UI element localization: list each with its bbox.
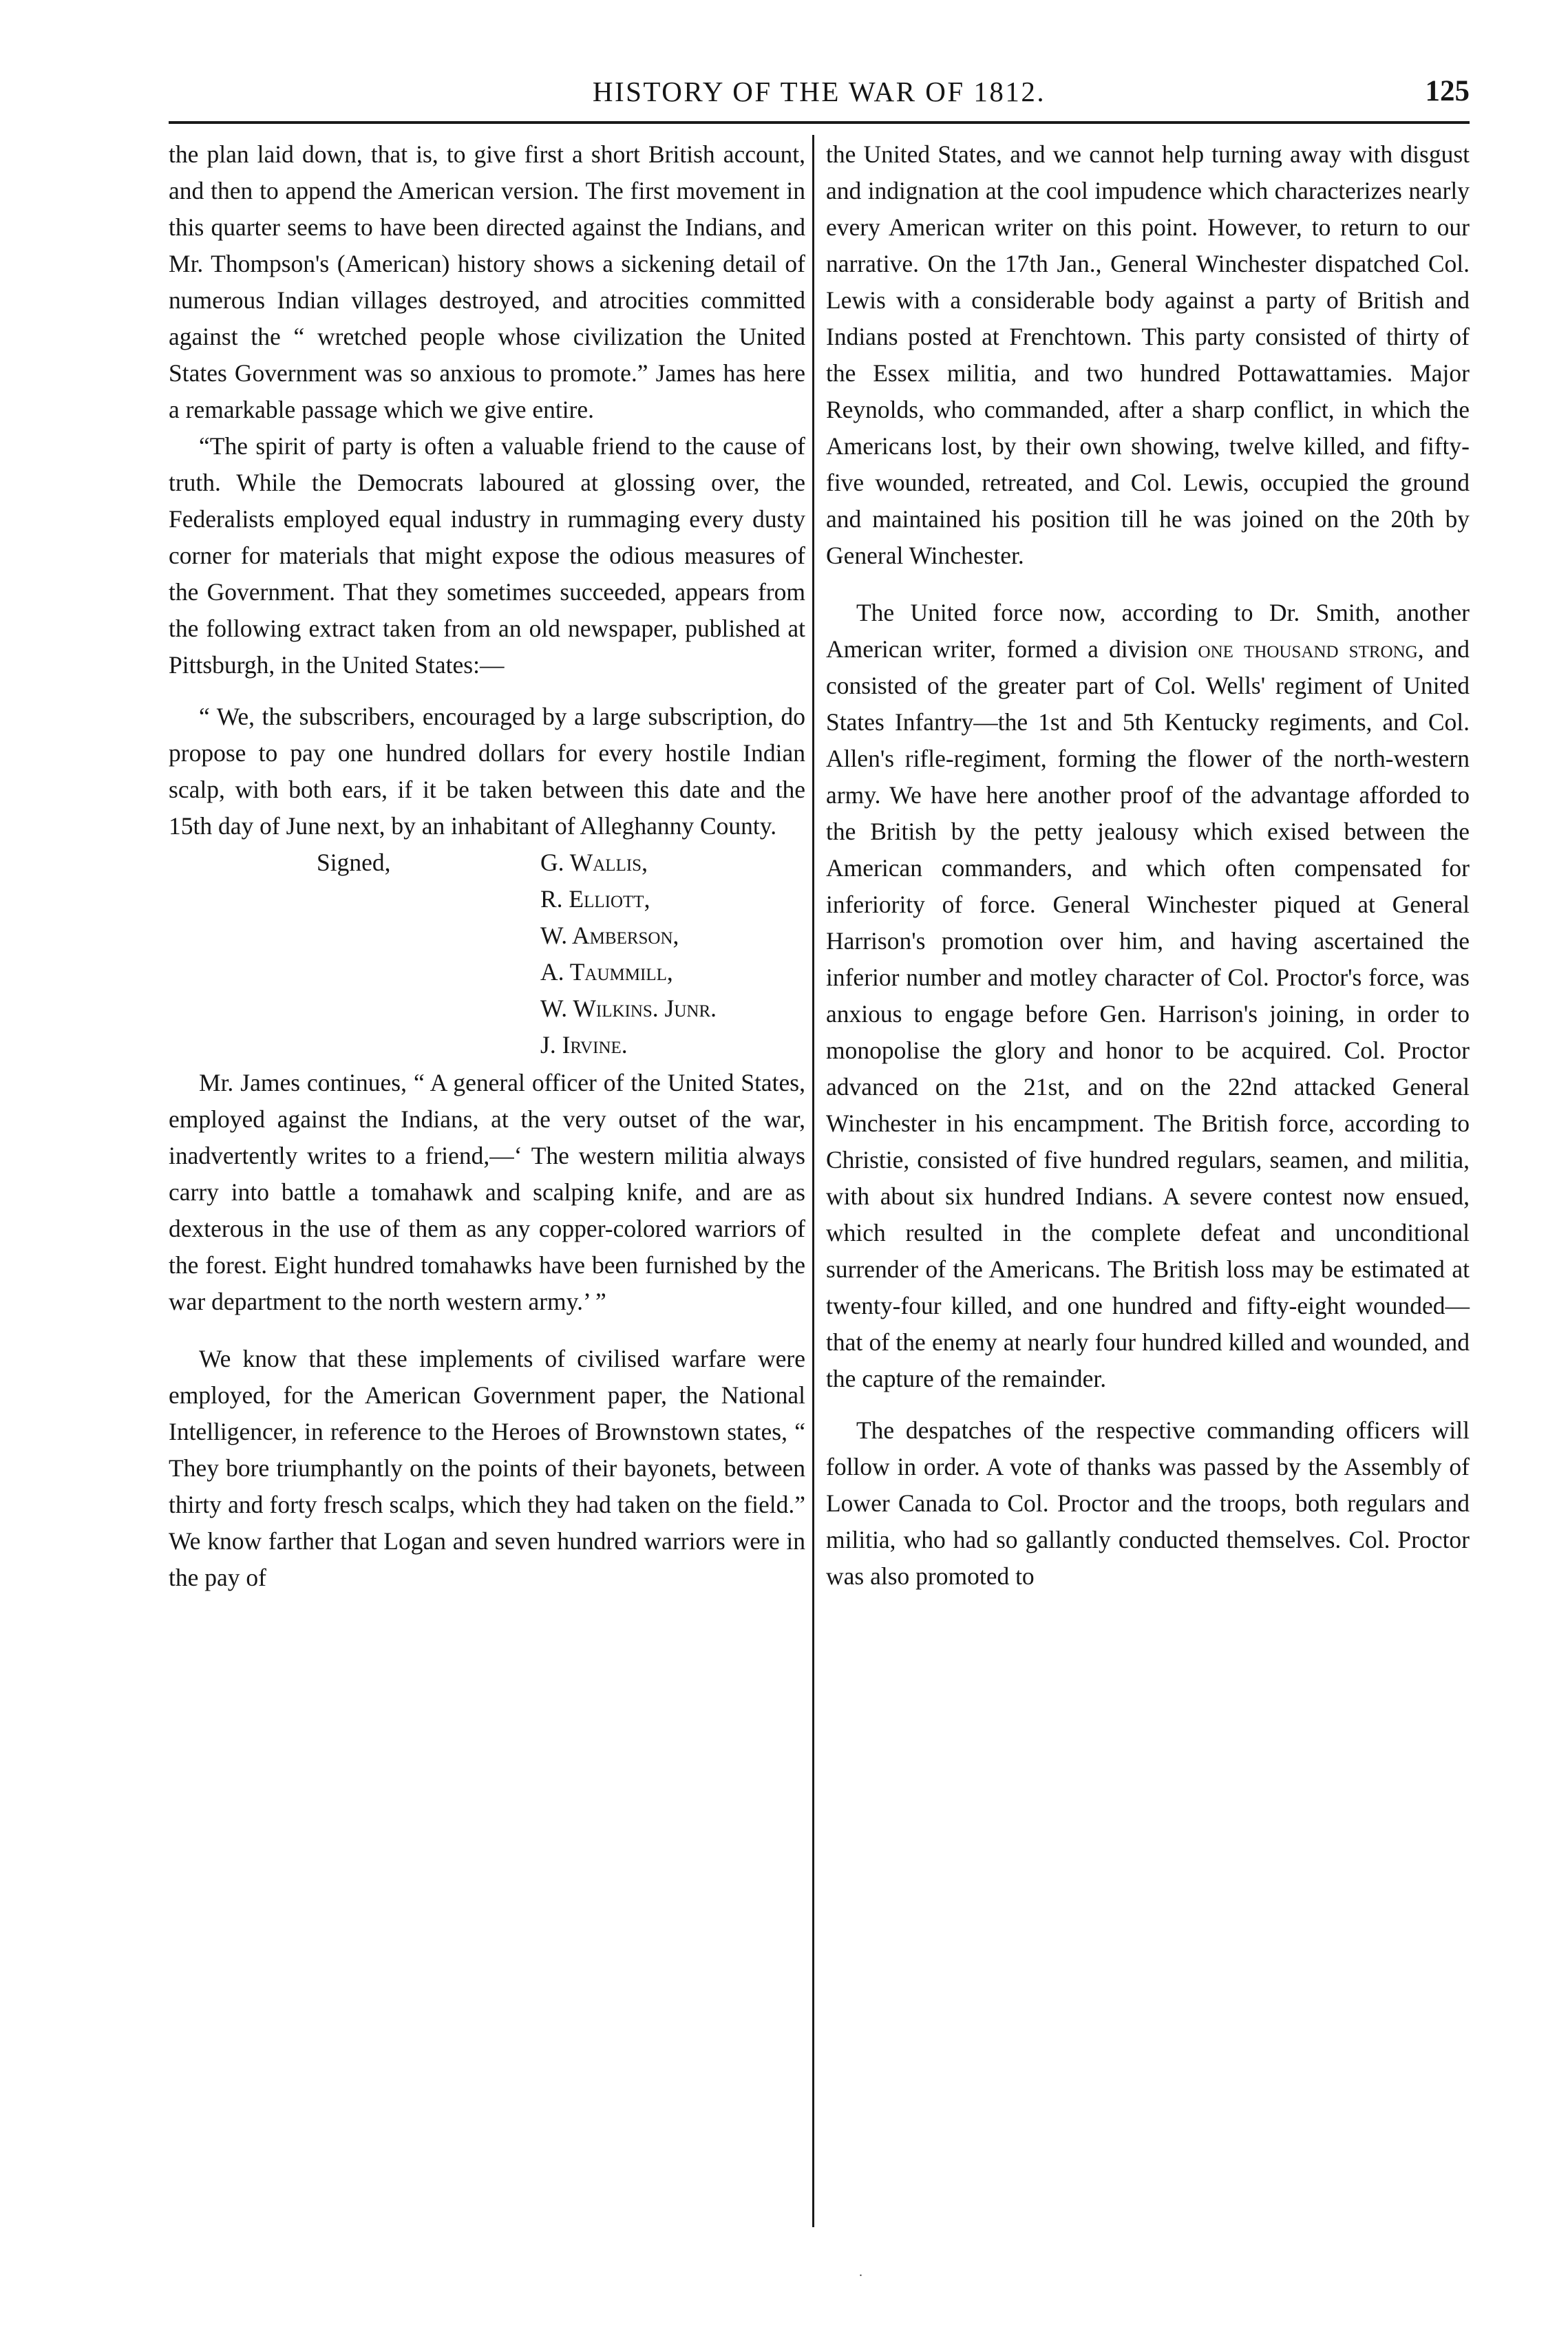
signed-label: Signed, <box>317 849 391 876</box>
signature-block <box>169 844 805 1065</box>
signatory: A. Taummill, <box>540 958 673 986</box>
left-paragraph-4: Mr. James continues, “ A general officer of the United States, employed against the Indians, at the very outset of the war, inadvertently writes to a friend,—‘ The western militia always carry into battle a tomahawk and scalping knife, and are as dexterous in the use of them as any copper-colored warriors of the forest. Eight hundred tomahawks have been furnished by the war department to the north western army.’ ” <box>169 1069 805 1315</box>
signatory: G. Wallis, <box>540 849 648 876</box>
left-paragraph-3: “ We, the subscribers, encouraged by a large subscription, do propose to pay one hundred dollars for every hostile Indian scalp, with both ears, if it be taken between this date and the 15th day of June next, by an inhabitant of Alleghanny County. <box>169 703 805 840</box>
right-paragraph-2 <box>826 595 1470 1397</box>
left-paragraph-5: We know that these implements of civilised warfare were employed, for the American Government paper, the National Intelligencer, in reference to the Heroes of Brownstown states, “ They bore triumphantly on the points of their bayonets, between thirty and forty fresch scalps, which they had taken on the field.” We know farther that Logan and seven hundred warriors were in the pay of <box>169 1345 805 1591</box>
page-header <box>169 67 1470 116</box>
left-column <box>169 136 805 1596</box>
page-number: 125 <box>1425 75 1470 107</box>
signatory-list <box>540 844 717 1063</box>
signatory: R. Elliott, <box>540 885 650 913</box>
signatory: J. Irvine. <box>540 1031 628 1059</box>
right-column <box>826 136 1470 1595</box>
running-title: HISTORY OF THE WAR OF 1812. <box>592 76 1046 107</box>
right-paragraph-2-rest: , and consisted of the greater part of Col. Wells' regiment of United States Infantry—the 1st and 5th Kentucky regiments, and Col. Allen's rifle-regiment, forming the flower of the north-western army. We have here another proof of the advantage afforded to the British by the petty jealousy which exised between the American commanders, and which often compensated for inferiority of force. General Winchester piqued at General Harrison's promotion over him, and having ascertained the inferior number and motley character of Col. Proctor's force, was anxious to engage before Gen. Harrison's joining, in order to monopolise the glory and honor to be acquired. Col. Proctor advanced on the 21st, and on the 22nd attacked General Winchester in his encampment. The British force, according to Christie, consisted of five hundred regulars, seamen, and militia, with about six hundred Indians. A severe contest now ensued, which resulted in the complete defeat and unconditional surrender of the Americans. The British loss may be estimated at twenty-four killed, and one hundred and fifty-eight wounded—that of the enemy at nearly four hundred killed and wounded, and the capture of the remainder. <box>826 635 1470 1392</box>
left-paragraph-1: the plan laid down, that is, to give first a short British account, and then to append the American version. The first movement in this quarter seems to have been directed against the Indians, and Mr. Thompson's (American) history shows a sickening detail of numerous Indian villages destroyed, and atrocities committed against the “ wretched people whose civilization the United States Government was so anxious to promote.” James has here a remarkable passage which we give entire. <box>169 140 805 423</box>
column-divider <box>812 135 814 2227</box>
signatory: W. Wilkins. Junr. <box>540 995 717 1022</box>
footer-mark: . <box>859 2264 862 2279</box>
small-caps-phrase: one thousand strong <box>1198 635 1418 663</box>
signatory: W. Amberson, <box>540 922 679 949</box>
header-rule <box>169 121 1470 124</box>
right-paragraph-1: the United States, and we cannot help turning away with disgust and indignation at the cool impudence which characterizes nearly every American writer on this point. However, to return to our narrative. On the 17th Jan., General Winchester dispatched Col. Lewis with a considerable body against a party of British and Indians posted at Frenchtown. This party consisted of thirty of the Essex militia, and two hundred Pottawattamies. Major Reynolds, who commanded, after a sharp conflict, in which the Americans lost, by their own showing, twelve killed, and fifty-five wounded, retreated, and Col. Lewis, occupied the ground and maintained his position till he was joined on the 20th by General Winchester. <box>826 140 1470 569</box>
right-paragraph-3: The despatches of the respective commanding officers will follow in order. A vote of thanks was passed by the Assembly of Lower Canada to Col. Proctor and the troops, both regulars and militia, who had so gallantly conducted themselves. Col. Proctor was also promoted to <box>826 1416 1470 1590</box>
right-paragraph-2-start: The United force now, according to Dr. Smith, another American writer, formed a division <box>826 599 1470 663</box>
left-paragraph-2: “The spirit of party is often a valuable friend to the cause of truth. While the Democrats laboured at glossing over, the Federalists employed equal industry in rummaging every dusty corner for materials that might expose the odious measures of the Government. That they sometimes succeeded, appears from the following extract taken from an old newspaper, published at Pittsburgh, in the United States:— <box>169 432 805 679</box>
